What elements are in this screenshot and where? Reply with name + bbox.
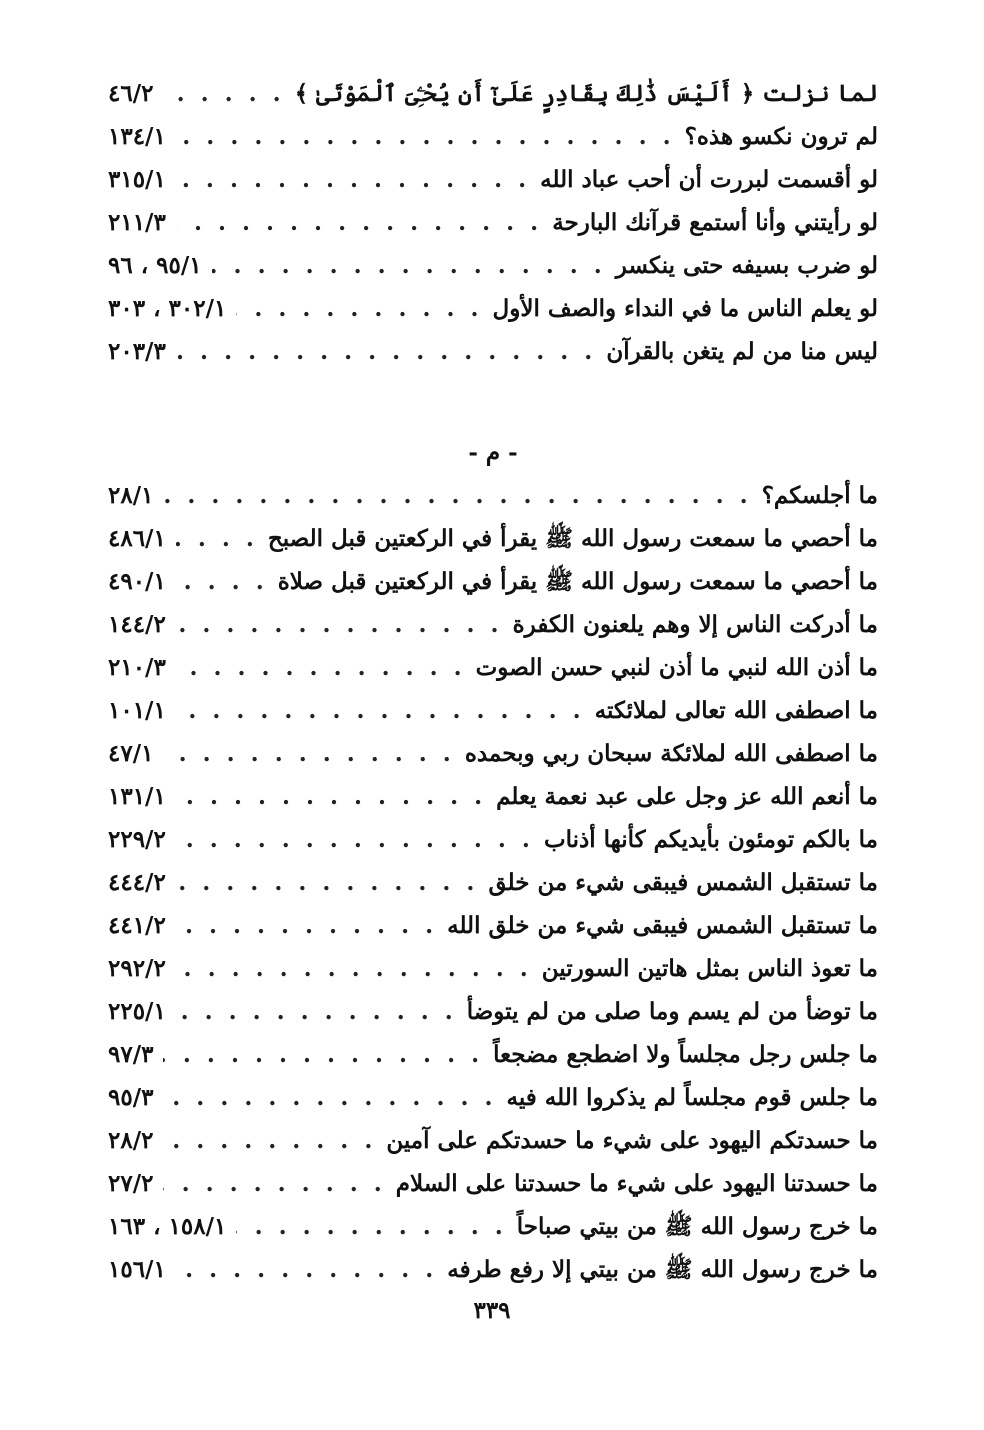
entry-text: ما خرج رسول الله ﷺ من بيتي إلا رفع طرفه (447, 1256, 878, 1283)
index-entry (108, 517, 878, 560)
entry-text: ما حسدتكم اليهود على شيء ما حسدتكم على آمين (386, 1127, 878, 1154)
index-entry (108, 72, 878, 115)
entry-reference: ٢١٠/٣ (108, 654, 166, 681)
entry-reference: ١٠١/١ (108, 697, 166, 724)
entry-text: ما تستقبل الشمس فيبقى شيء من خلق (488, 869, 878, 896)
dot-leader (176, 904, 437, 947)
dot-leader (163, 474, 751, 517)
entry-reference: ٣١٥/١ (108, 166, 166, 193)
index-entry (108, 330, 878, 373)
index-entry (108, 904, 878, 947)
entry-text: ما أنعم الله عز وجل على عبد نعمة يعلم (496, 783, 878, 810)
dot-leader (163, 72, 284, 115)
entry-reference: ٤٨٦/١ (108, 525, 166, 552)
entry-text: لو رأيتني وأنا أستمع قرآنك البارحة (552, 209, 878, 236)
dot-leader (176, 775, 486, 818)
dot-leader (176, 603, 503, 646)
index-entry (108, 1162, 878, 1205)
dot-leader (163, 732, 454, 775)
index-entry (108, 158, 878, 201)
entry-reference: ٢٨/١ (108, 482, 154, 509)
index-entry (108, 115, 878, 158)
entry-reference: ٤٧/١ (108, 740, 154, 767)
entry-text: ما توضأ من لم يسم وما صلى من لم يتوضأ (466, 998, 878, 1025)
entry-text: ما جلس رجل مجلساً ولا اضطجع مضجعاً (493, 1041, 878, 1068)
entry-text: ما حسدتنا اليهود على شيء ما حسدتنا على السلام (395, 1170, 878, 1197)
entries-list-lam (108, 72, 878, 373)
index-entry (108, 646, 878, 689)
entry-reference: ٣٠٢/١ ، ٣٠٣ (108, 295, 227, 322)
dot-leader (176, 158, 530, 201)
entry-reference: ٢٢٩/٢ (108, 826, 166, 853)
dot-leader (163, 1162, 385, 1205)
index-entry (108, 689, 878, 732)
entry-text: ما أحصي ما سمعت رسول الله ﷺ يقرأ في الركعتين قبل صلاة (277, 568, 878, 595)
index-entry (108, 201, 878, 244)
entry-text: لو يعلم الناس ما في النداء والصف الأول (492, 295, 878, 322)
index-entry (108, 947, 878, 990)
entry-text: ما أذن الله لنبي ما أذن لنبي حسن الصوت (475, 654, 878, 681)
entry-text: ما أدركت الناس إلا وهم يلعنون الكفرة (512, 611, 878, 638)
index-entry (108, 732, 878, 775)
entry-text: ما تعوذ الناس بمثل هاتين السورتين (541, 955, 878, 982)
entry-reference: ٤٤١/٢ (108, 912, 166, 939)
dot-leader (176, 818, 534, 861)
entry-reference: ٩٥/١ ، ٩٦ (108, 252, 202, 279)
page-number: ٣٣٩ (473, 1297, 511, 1324)
dot-leader (176, 646, 466, 689)
index-entry (108, 474, 878, 517)
dot-leader (176, 201, 542, 244)
index-entry (108, 861, 878, 904)
index-page (108, 72, 878, 1291)
entry-reference: ٤٦/٢ (108, 80, 154, 107)
entry-reference: ١٥٨/١ ، ١٦٣ (108, 1213, 227, 1240)
entry-text: لم ترون نكسو هذه؟ (684, 123, 878, 150)
entry-reference: ٢١١/٣ (108, 209, 166, 236)
dot-leader (176, 689, 585, 732)
dot-leader (176, 517, 258, 560)
entry-text: لو أقسمت لبررت أن أحب عباد الله (540, 166, 878, 193)
dot-leader (212, 244, 606, 287)
entry-text: ما اصطفى الله لملائكة سبحان ربي وبحمده (464, 740, 878, 767)
dot-leader (236, 1205, 506, 1248)
entry-text: ما أحصي ما سمعت رسول الله ﷺ يقرأ في الركعتين قبل الصبح (267, 525, 878, 552)
entry-reference: ١٥٦/١ (108, 1256, 166, 1283)
dot-leader (236, 287, 482, 330)
dot-leader (176, 115, 675, 158)
index-entry (108, 990, 878, 1033)
entry-reference: ٤٤٤/٢ (108, 869, 166, 896)
entry-reference: ١٣٤/١ (108, 123, 166, 150)
index-entry (108, 818, 878, 861)
entry-text: لو ضرب بسيفه حتى ينكسر (615, 252, 878, 279)
dot-leader (163, 1119, 376, 1162)
entry-reference: ٢٧/٢ (108, 1170, 154, 1197)
entries-list-mim (108, 474, 878, 1291)
index-entry (108, 775, 878, 818)
index-entry (108, 287, 878, 330)
entry-text: ما بالكم تومئون بأيديكم كأنها أذناب (543, 826, 878, 853)
index-entry (108, 1033, 878, 1076)
index-entry (108, 244, 878, 287)
entry-text: ما تستقبل الشمس فيبقى شيء من خلق الله (447, 912, 878, 939)
index-entry (108, 1248, 878, 1291)
dot-leader (176, 947, 532, 990)
entry-reference: ٢٨/٢ (108, 1127, 154, 1154)
entry-reference: ١٣١/١ (108, 783, 166, 810)
index-entry (108, 560, 878, 603)
dot-leader (176, 330, 596, 373)
entry-text: ما اصطفى الله تعالى لملائكته (594, 697, 878, 724)
entry-reference: ٢٩٢/٢ (108, 955, 166, 982)
entry-text: ليس منا من لم يتغن بالقرآن (606, 338, 878, 365)
section-spacer (108, 373, 878, 431)
entry-reference: ٩٥/٣ (108, 1084, 154, 1111)
dot-leader (163, 1033, 483, 1076)
entry-reference: ٩٧/٣ (108, 1041, 154, 1068)
section-heading-mim: - م - (468, 439, 518, 466)
index-entry (108, 1076, 878, 1119)
dot-leader (176, 560, 268, 603)
dot-leader (176, 1248, 437, 1291)
entry-reference: ٤٩٠/١ (108, 568, 166, 595)
entry-reference: ٢٢٥/١ (108, 998, 166, 1025)
entry-text: ما جلس قوم مجلساً لم يذكروا الله فيه (506, 1084, 878, 1111)
entry-reference: ٢٠٣/٣ (108, 338, 166, 365)
dot-leader (163, 1076, 496, 1119)
dot-leader (176, 861, 479, 904)
index-entry (108, 1205, 878, 1248)
entry-reference: ١٤٤/٢ (108, 611, 166, 638)
index-entry (108, 603, 878, 646)
index-entry (108, 1119, 878, 1162)
entry-text: ما خرج رسول الله ﷺ من بيتي صباحاً (516, 1213, 878, 1240)
entry-text: لما نزلت ﴿ أَلَيْسَ ذَٰلِكَ بِقَادِرٍ عَلَىٰٓ أَن يُحْـِۧىَ ٱلْمَوْتَىٰ ﴾ (294, 80, 878, 107)
dot-leader (176, 990, 457, 1033)
entry-text: ما أجلسكم؟ (761, 482, 878, 509)
